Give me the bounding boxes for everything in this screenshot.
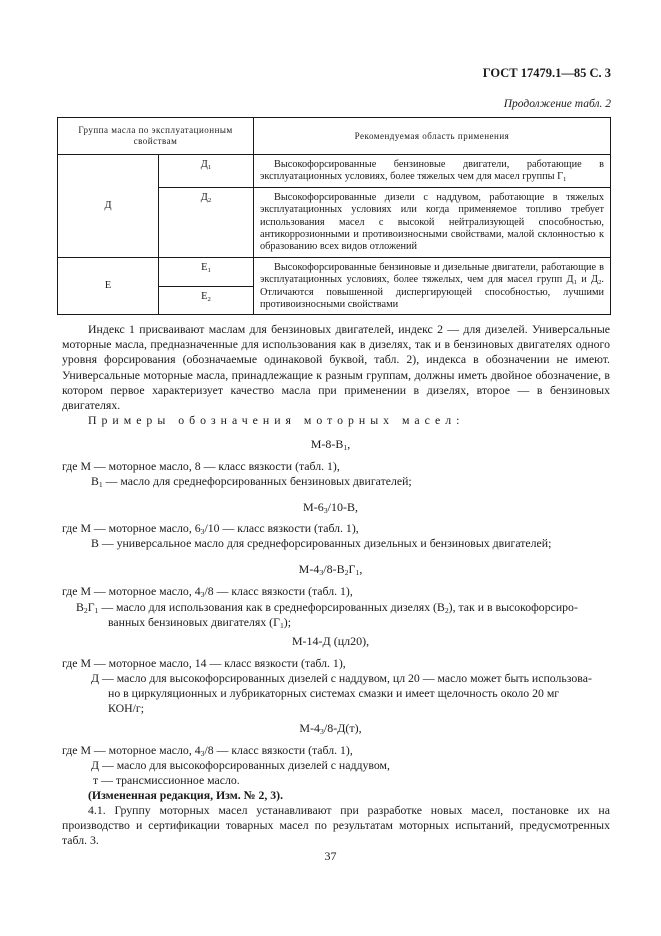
examples-title: Примеры обозначения моторных масел: xyxy=(88,413,465,427)
index-cell: $Д_1$ xyxy=(158,155,253,188)
index-cell: $Е_1$ xyxy=(158,257,253,286)
definition-line: Д — масло для высокофорсированных дизелей с наддувом, xyxy=(91,758,390,772)
area-cell: Высокофорсированные бензиновые двигатели, работающие в эксплуатационных условиях, более тяжелых чем для масел группы $Г_1$ xyxy=(254,155,611,188)
formula: $М-4_3/8-В_2Г_1$, xyxy=(298,562,363,577)
index-cell: $Е_2$ xyxy=(158,286,253,315)
formula: М-14-Д (цл20), xyxy=(291,634,370,648)
area-cell: Высокофорсированные дизели с наддувом, работающие в тяжелых эксплуатационных условиях или когда применяемое топливо требует использования масел с высокой нейтрализующей способностью, антикоррозионными и противоизносными свойствами, малой склонностью к образованию всех видов отложений xyxy=(254,187,611,257)
revision-note: (Измененная редакция, Изм. № 2, 3). xyxy=(88,788,284,802)
clause-paragraph: 4.1. Группу моторных масел устанавливают при разработке новых масел, постановке их на производство и сертификации товарных масел по результатам моторных испытаний, предусмотренных табл. 3. xyxy=(62,803,610,848)
definition-line-continued: КОН/г; xyxy=(108,701,145,715)
group-cell: Е xyxy=(58,257,159,315)
intro-paragraph: Индекс 1 присваивают маслам для бензиновых двигателей, индекс 2 — для дизелей. Универсальные моторные масла, предназначенные для использования как в дизелях, так и в бензиновых двигателях одного уровня форсирования (обозначаемые одинаковой буквой, табл. 2), индекса в обозначении не имеют. Универсальные моторные масла, принадлежащие к разным группам, должны иметь двойное обозначение, в котором первое характеризует качество масла при применении в дизелях, второе — в бензиновых двигателях. xyxy=(62,322,610,413)
definition-line: Д — масло для высокофорсированных дизелей с наддувом, цл 20 — масло может быть использова- xyxy=(91,671,592,685)
table-row xyxy=(58,257,611,286)
formula: $М-6_3/10-В$, xyxy=(303,500,358,515)
definition-line: где М — моторное масло, $4_3/8$ — класс вязкости (табл. 1), xyxy=(62,584,353,599)
definition-line: где М — моторное масло, $6_3/10$ — класс вязкости (табл. 1), xyxy=(62,521,359,536)
formula: $М-8-В_1$, xyxy=(310,437,351,452)
definition-line-continued: ванных бензиновых двигателях $(Г_1)$; xyxy=(108,615,291,630)
standard-header: ГОСТ 17479.1—85 С. 3 xyxy=(482,66,611,80)
definition-line: т — трансмиссионное масло. xyxy=(93,773,240,787)
formula: $М-4_3/8-Д(т)$, xyxy=(299,721,362,736)
definition-line: где М — моторное масло, $4_3/8$ — класс вязкости (табл. 1), xyxy=(62,743,353,758)
index-cell: $Д_2$ xyxy=(158,187,253,257)
oil-groups-table xyxy=(57,117,611,315)
table-header-row xyxy=(58,118,611,155)
column-header-area: Рекомендуемая область применения xyxy=(254,118,611,155)
column-header-group: Группа масла по эксплуатационным свойствам xyxy=(58,118,254,155)
definition-line: В — универсальное масло для среднефорсированных дизельных и бензиновых двигателей; xyxy=(91,536,552,550)
definition-line: $В_2Г_1$ — масло для использования как в среднефорсированных дизелях $(В_2)$, так и в высокофорсиро- xyxy=(76,600,578,615)
group-cell: Д xyxy=(58,155,159,258)
definition-line: где М — моторное масло, 8 — класс вязкости (табл. 1), xyxy=(62,459,340,473)
area-cell: Высокофорсированные бензиновые и дизельные двигатели, работающие в эксплуатационных условиях, более тяжелых, чем для масел групп $Д_1$ и $Д_2$. Отличаются повышенной диспергирующей способностью, лучшими противоизносными свойствами xyxy=(254,257,611,315)
page-number: 37 xyxy=(324,849,337,863)
definition-line: где М — моторное масло, 14 — класс вязкости (табл. 1), xyxy=(62,656,346,670)
definition-line: $В_1$ — масло для среднефорсированных бензиновых двигателей; xyxy=(91,474,412,489)
table-row xyxy=(58,155,611,188)
definition-line-continued: но в циркуляционных и лубрикаторных системах смазки и имеет щелочность около 20 мг xyxy=(108,686,560,700)
table-continuation-label: Продолжение табл. 2 xyxy=(503,98,611,110)
